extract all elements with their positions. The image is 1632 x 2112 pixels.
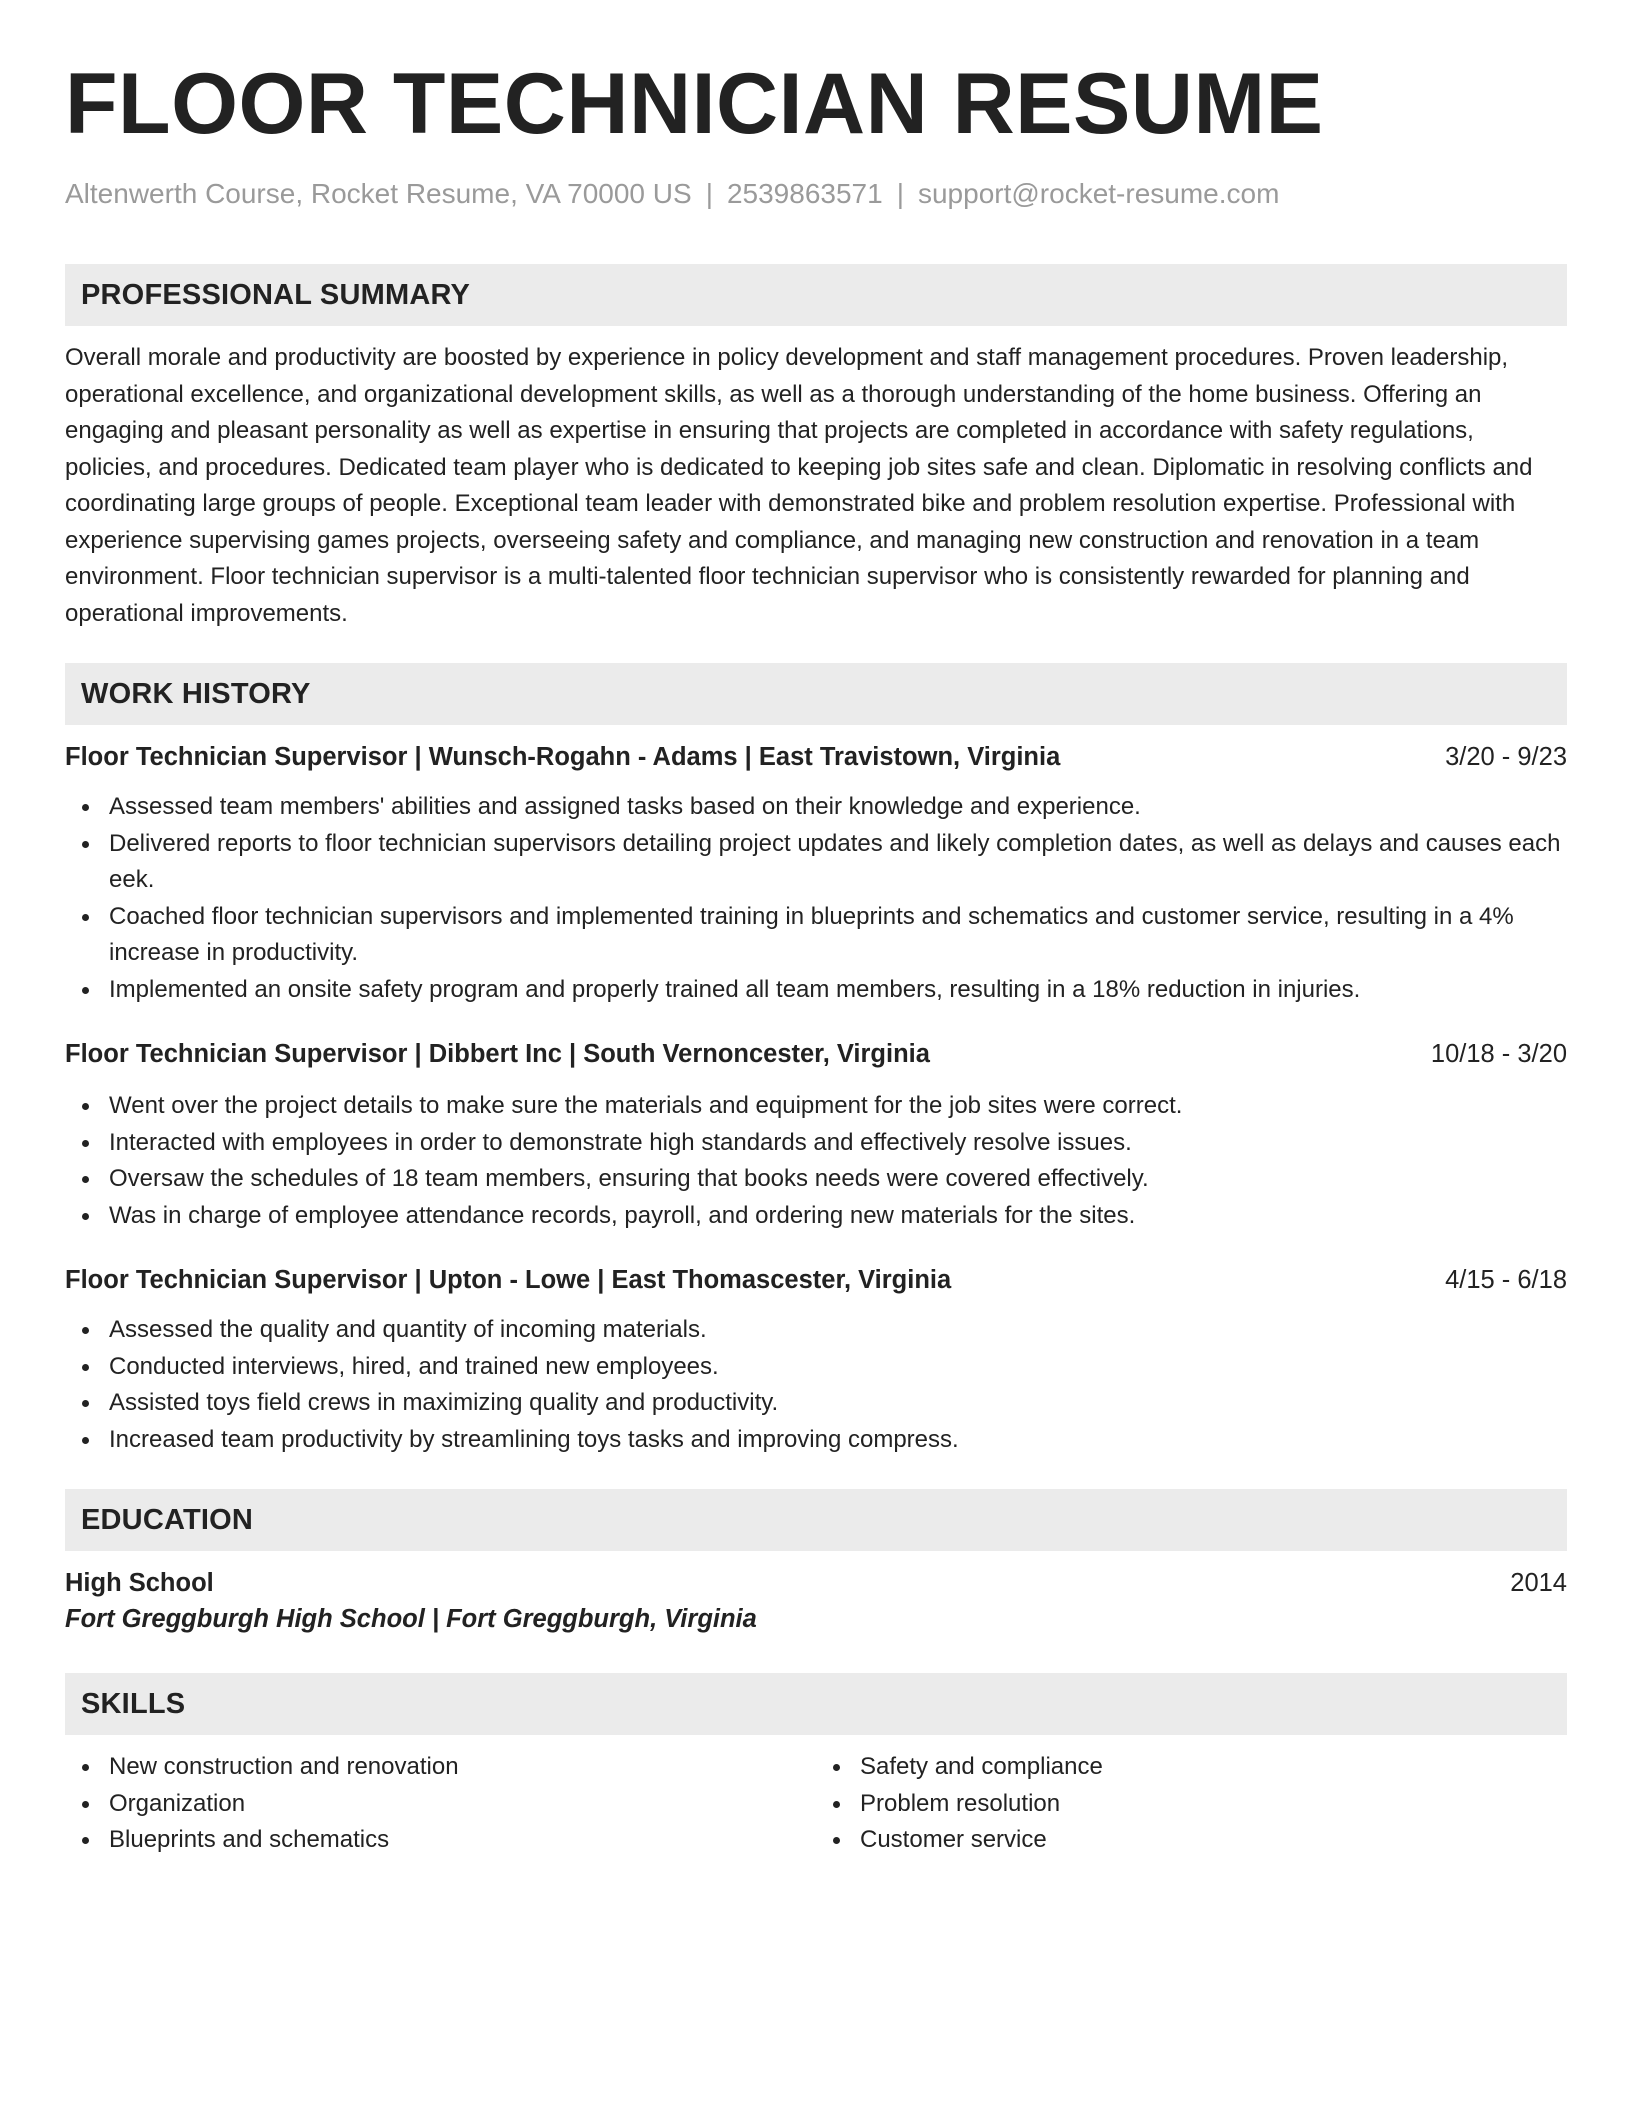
job-bullet: Assisted toys field crews in maximizing quality and productivity. (65, 1385, 1567, 1422)
skill-item: Problem resolution (816, 1786, 1567, 1823)
contact-line (65, 176, 1567, 212)
job-header (65, 739, 1567, 775)
job-bullets (65, 1088, 1567, 1234)
job-bullets (65, 1312, 1567, 1458)
job-dates: 10/18 - 3/20 (1430, 1040, 1567, 1068)
contact-address: Altenwerth Course, Rocket Resume, VA 70000 US (65, 178, 692, 209)
work-history-section-header: WORK HISTORY (65, 663, 1567, 725)
summary-section-header: PROFESSIONAL SUMMARY (65, 264, 1567, 326)
job-bullet: Increased team productivity by streamlining toys tasks and improving compress. (65, 1422, 1567, 1459)
summary-text: Overall morale and productivity are boosted by experience in policy development and staff management procedures. Proven leadership, operational excellence, and organizational development skills, as well as a thorough understanding of the home business. Offering an engaging and pleasant personality as well as expertise in ensuring that projects are completed in accordance with safety regulations, policies, and procedures. Dedicated team player who is dedicated to keeping job sites safe and clean. Diplomatic in resolving conflicts and coordinating large groups of people. Exceptional team leader with demonstrated bike and problem resolution expertise. Professional with experience supervising games projects, overseeing safety and compliance, and managing new construction and renovation in a team environment. Floor technician supervisor is a multi-talented floor technician supervisor who is consistently rewarded for planning and operational improvements. (65, 344, 1533, 627)
job-entry (65, 739, 1567, 1008)
education-degree: High School (65, 1569, 214, 1597)
skills-column-left (65, 1749, 816, 1859)
job-bullet: Interacted with employees in order to demonstrate high standards and effectively resolve issues. (65, 1125, 1567, 1162)
education-section-header: EDUCATION (65, 1489, 1567, 1551)
job-bullet: Assessed team members' abilities and assigned tasks based on their knowledge and experience. (65, 789, 1567, 826)
education-school: Fort Greggburgh High School | Fort Greggburgh, Virginia (65, 1605, 757, 1633)
job-bullet: Implemented an onsite safety program and properly trained all team members, resulting in a 18% reduction in injuries. (65, 972, 1567, 1009)
job-entry (65, 1262, 1567, 1458)
job-title: Floor Technician Supervisor | Dibbert Inc | South Vernoncester, Virginia (65, 1040, 930, 1068)
skills-section-header: SKILLS (65, 1673, 1567, 1735)
job-bullet: Was in charge of employee attendance records, payroll, and ordering new materials for the sites. (65, 1198, 1567, 1235)
skill-item: Organization (65, 1786, 816, 1823)
job-header (65, 1036, 1567, 1072)
job-bullet: Went over the project details to make sure the materials and equipment for the job sites were correct. (65, 1088, 1567, 1125)
job-bullet: Delivered reports to floor technician supervisors detailing project updates and likely completion dates, as well as delays and causes each eek. (65, 826, 1567, 899)
resume-title: FLOOR TECHNICIAN RESUME (65, 56, 1324, 152)
skills-grid (65, 1749, 1567, 1859)
job-bullet: Assessed the quality and quantity of incoming materials. (65, 1312, 1567, 1349)
job-title: Floor Technician Supervisor | Wunsch-Rogahn - Adams | East Travistown, Virginia (65, 743, 1061, 771)
skill-item: Safety and compliance (816, 1749, 1567, 1786)
job-dates: 3/20 - 9/23 (1445, 743, 1567, 771)
contact-phone: 2539863571 (726, 178, 883, 209)
skill-item: New construction and renovation (65, 1749, 816, 1786)
skill-item: Customer service (816, 1822, 1567, 1859)
contact-email: support@rocket-resume.com (917, 178, 1280, 209)
job-dates: 4/15 - 6/18 (1445, 1266, 1567, 1294)
job-entry (65, 1036, 1567, 1234)
education-entry-header (65, 1565, 1567, 1601)
job-bullet: Conducted interviews, hired, and trained new employees. (65, 1349, 1567, 1386)
job-bullets (65, 789, 1567, 1008)
job-title: Floor Technician Supervisor | Upton - Lowe | East Thomascester, Virginia (65, 1266, 952, 1294)
contact-separator: | (896, 178, 904, 209)
skill-item: Blueprints and schematics (65, 1822, 816, 1859)
job-bullet: Oversaw the schedules of 18 team members, ensuring that books needs were covered effectively. (65, 1161, 1567, 1198)
job-bullet: Coached floor technician supervisors and implemented training in blueprints and schematics and customer service, resulting in a 4% increase in productivity. (65, 899, 1567, 972)
education-year: 2014 (1510, 1569, 1567, 1597)
contact-separator: | (705, 178, 713, 209)
job-header (65, 1262, 1567, 1298)
skills-column-right (816, 1749, 1567, 1859)
